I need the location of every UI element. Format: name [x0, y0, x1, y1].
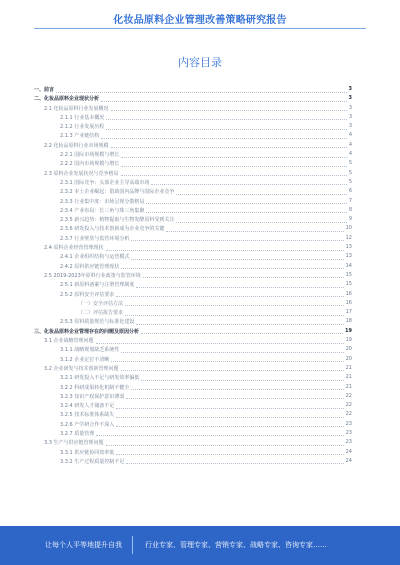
toc-entry-page: 19: [345, 337, 352, 344]
toc-entry-title: 2.1.3 产业链结构: [60, 133, 100, 140]
toc-entry-title: 2.1.1 行业基本概况: [60, 114, 105, 121]
toc-leader-dots: [125, 315, 344, 316]
toc-entry-page: 16: [345, 290, 352, 297]
toc-leader-dots: [121, 268, 344, 269]
toc-entry-title: 2.5.2 原料安全评估要求: [60, 291, 115, 298]
toc-entry-page: 14: [345, 262, 352, 269]
toc-entry[interactable]: [34, 374, 352, 383]
toc-leader-dots: [116, 454, 344, 455]
toc-entry-page: 20: [345, 355, 352, 362]
toc-leader-dots: [96, 343, 344, 344]
toc-leader-dots: [101, 138, 347, 139]
toc-entry[interactable]: [34, 179, 352, 188]
toc-entry[interactable]: [34, 430, 352, 439]
toc-entry[interactable]: [34, 449, 352, 458]
toc-entry-title: 2.1 化妆品原料行业发展概况: [44, 105, 109, 112]
toc-leader-dots: [131, 389, 344, 390]
toc-entry-page: 3: [348, 113, 352, 120]
toc-entry-page: 15: [345, 281, 352, 288]
table-of-contents: [34, 86, 352, 467]
toc-entry-page: 23: [345, 439, 352, 446]
toc-leader-dots: [116, 426, 344, 427]
toc-entry-page: 21: [345, 383, 352, 390]
toc-entry[interactable]: [34, 439, 352, 448]
toc-entry-page: 13: [345, 244, 352, 251]
toc-leader-dots: [141, 380, 344, 381]
toc-entry[interactable]: [34, 170, 352, 179]
toc-leader-dots: [146, 212, 347, 213]
toc-entry[interactable]: [34, 300, 352, 309]
toc-entry-title: 3.2.2 科研成果转化机制不健全: [60, 384, 130, 391]
toc-leader-dots: [125, 305, 344, 306]
report-title: 化妆品原料企业管理改善策略研究报告: [113, 15, 287, 26]
toc-entry[interactable]: [34, 384, 352, 393]
toc-entry-title: 3.2.4 研发人才储备不足: [60, 403, 115, 410]
toc-entry-page: 21: [345, 374, 352, 381]
toc-entry-page: 9: [348, 216, 352, 223]
toc-heading: 内容目录: [178, 56, 222, 69]
toc-leader-dots: [121, 370, 344, 371]
toc-leader-dots: [111, 147, 347, 148]
toc-leader-dots: [116, 417, 344, 418]
toc-entry[interactable]: [34, 253, 352, 262]
toc-entry-title: 2.3.1 国际竞争：头部企业主导高端市场: [60, 179, 150, 186]
toc-entry[interactable]: [34, 225, 352, 234]
toc-entry[interactable]: [34, 402, 352, 411]
toc-entry[interactable]: [34, 263, 352, 272]
toc-entry-page: 16: [345, 299, 352, 306]
toc-leader-dots: [131, 240, 344, 241]
toc-entry-title: 3.1.2 企业定位不清晰: [60, 356, 110, 363]
toc-entry[interactable]: [34, 421, 352, 430]
toc-entry-title: 2.3.4 产业布局：长三角与珠三角集聚: [60, 207, 145, 214]
toc-entry-title: （二）评估报告要求: [78, 310, 124, 317]
toc-entry[interactable]: [34, 142, 352, 151]
toc-entry-page: 5: [348, 160, 352, 167]
toc-leader-dots: [106, 119, 347, 120]
toc-entry-page: 23: [345, 420, 352, 427]
toc-entry[interactable]: [34, 458, 352, 467]
toc-entry[interactable]: [34, 356, 352, 365]
toc-entry-title: 3.2.7 质量管理: [60, 430, 95, 437]
footer-banner: [0, 526, 400, 565]
toc-entry-title: 3.2.5 技术标准体系缺失: [60, 412, 115, 419]
toc-entry-title: 2.3.5 新兴趋势：植物提取与生物发酵原料受到关注: [60, 217, 175, 224]
toc-entry-title: 3.2.3 知识产权保护意识薄弱: [60, 393, 125, 400]
toc-leader-dots: [56, 92, 347, 93]
toc-leader-dots: [101, 101, 347, 102]
toc-entry-title: 3.1.1 战略规划缺乏系统性: [60, 347, 120, 354]
toc-leader-dots: [136, 287, 344, 288]
toc-entry-title: 2.3.3 行业集中度：市场呈现分散格局: [60, 198, 145, 205]
toc-entry-title: 一、前言: [34, 87, 55, 93]
toc-entry-title: 2.3.7 行业壁垒与监管环境分析: [60, 235, 130, 242]
header-divider: [34, 28, 366, 29]
toc-entry-title: 2.5 2019-2023年原料行业政策与监管环境: [44, 272, 141, 279]
toc-entry[interactable]: [34, 216, 352, 225]
toc-leader-dots: [121, 352, 344, 353]
toc-leader-dots: [121, 157, 347, 158]
toc-leader-dots: [146, 203, 347, 204]
toc-entry-title: 2.2.1 国际市场规模与增长: [60, 152, 120, 159]
toc-entry[interactable]: [34, 365, 352, 374]
toc-entry[interactable]: [34, 337, 352, 346]
toc-entry-page: 5: [348, 178, 352, 185]
toc-entry-page: 23: [345, 429, 352, 436]
footer-slogan-left: 让每个人平等地提升自我: [45, 541, 122, 549]
toc-entry[interactable]: [34, 188, 352, 197]
toc-entry-title: 3.3 生产与供应链管理问题: [44, 440, 104, 447]
toc-entry-title: 三、化妆品原料企业管理存在的问题及原因分析: [34, 328, 140, 335]
toc-entry-page: 8: [348, 206, 352, 213]
toc-leader-dots: [176, 222, 347, 223]
toc-entry-title: 2.5.1 新原料备案与注册管理制度: [60, 282, 135, 289]
toc-leader-dots: [131, 259, 344, 260]
toc-leader-dots: [121, 175, 347, 176]
toc-entry[interactable]: [34, 346, 352, 355]
toc-entry-page: 17: [345, 309, 352, 316]
toc-entry[interactable]: [34, 198, 352, 207]
toc-entry[interactable]: [34, 105, 352, 114]
toc-entry-title: 2.2 化妆品原料行业市场规模: [44, 142, 109, 149]
toc-entry-page: 19: [345, 327, 352, 334]
toc-entry[interactable]: [34, 132, 352, 141]
toc-entry-title: 2.4.1 企业组织结构与运营模式: [60, 254, 130, 261]
toc-entry-page: 3: [348, 104, 352, 111]
toc-entry-page: 24: [345, 448, 352, 455]
toc-entry-title: 3.3.2 生产过程质量控制不足: [60, 458, 125, 465]
toc-entry-page: 3: [348, 123, 352, 130]
toc-entry-page: 7: [348, 197, 352, 204]
toc-entry-page: 4: [348, 132, 352, 139]
toc-entry[interactable]: [34, 160, 352, 169]
toc-entry[interactable]: [34, 318, 352, 327]
toc-leader-dots: [121, 166, 347, 167]
toc-entry-page: 4: [348, 151, 352, 158]
toc-leader-dots: [126, 398, 344, 399]
footer-slogan-right: 行业专家、管理专家、营销专家、战略专家、咨询专家……: [145, 541, 327, 549]
toc-entry-title: 3.2.6 产学研合作不深入: [60, 421, 115, 428]
toc-leader-dots: [176, 194, 347, 195]
toc-entry[interactable]: [34, 291, 352, 300]
toc-entry-page: 3: [348, 95, 352, 102]
toc-entry[interactable]: [34, 411, 352, 420]
toc-entry-title: 2.3 原料企业发展状况与竞争格局: [44, 170, 119, 177]
toc-leader-dots: [106, 250, 344, 251]
toc-leader-dots: [111, 361, 344, 362]
toc-entry-page: 6: [348, 188, 352, 195]
toc-entry-title: 二、化妆品原料企业现状分析: [34, 96, 100, 103]
toc-leader-dots: [136, 324, 344, 325]
toc-entry[interactable]: [34, 235, 352, 244]
toc-entry-page: 5: [348, 169, 352, 176]
toc-entry-title: 2.2.2 国内市场规模与增长: [60, 161, 120, 168]
toc-entry-title: 2.4.2 原料供应链管理现状: [60, 263, 120, 270]
toc-entry[interactable]: [34, 393, 352, 402]
footer-divider: [132, 536, 133, 554]
toc-entry-page: 21: [345, 364, 352, 371]
toc-leader-dots: [116, 296, 344, 297]
toc-leader-dots: [106, 129, 347, 130]
toc-entry-page: 3: [348, 86, 352, 92]
report-header: [0, 0, 400, 32]
toc-entry-page: 18: [345, 318, 352, 325]
toc-entry-title: 3.3.1 供应链协同效率低: [60, 449, 115, 456]
toc-entry-page: 22: [345, 411, 352, 418]
toc-entry[interactable]: [34, 272, 352, 281]
toc-entry-title: 2.3.2 本土企业崛起：借助国内品牌与国际企业竞争: [60, 189, 175, 196]
toc-leader-dots: [166, 231, 344, 232]
toc-leader-dots: [141, 333, 343, 334]
toc-entry-title: 2.1.2 行业发展历程: [60, 124, 105, 131]
toc-entry-title: 3.2.1 研发投入不足与研发效率偏低: [60, 375, 140, 382]
toc-leader-dots: [151, 184, 347, 185]
toc-entry-page: 22: [345, 402, 352, 409]
toc-entry[interactable]: [34, 114, 352, 123]
toc-entry-page: 4: [348, 141, 352, 148]
toc-entry[interactable]: [34, 309, 352, 318]
toc-entry-title: 2.4 原料企业经营管理现状: [44, 245, 104, 252]
toc-entry-page: 20: [345, 346, 352, 353]
toc-entry-page: 15: [345, 271, 352, 278]
toc-leader-dots: [126, 463, 344, 464]
toc-leader-dots: [106, 445, 344, 446]
toc-entry-page: 13: [345, 253, 352, 260]
toc-entry-page: 24: [345, 457, 352, 464]
toc-entry[interactable]: [34, 244, 352, 253]
toc-entry[interactable]: [34, 281, 352, 290]
toc-leader-dots: [111, 110, 347, 111]
toc-entry[interactable]: [34, 123, 352, 132]
toc-entry[interactable]: [34, 95, 352, 104]
toc-entry-title: 3.1 企业战略管理问题: [44, 338, 94, 345]
toc-entry-title: 2.5.3 原料质量规范与标准化建设: [60, 319, 135, 326]
toc-entry[interactable]: [34, 86, 352, 95]
toc-leader-dots: [116, 408, 344, 409]
toc-entry-page: 10: [345, 225, 352, 232]
toc-entry-title: 2.3.6 研发投入与技术创新成为企业竞争的关键: [60, 226, 165, 233]
toc-entry-title: 3.2 企业研发与技术创新管理问题: [44, 365, 119, 372]
toc-leader-dots: [96, 435, 344, 436]
toc-entry[interactable]: [34, 207, 352, 216]
toc-entry-page: 12: [345, 234, 352, 241]
toc-entry[interactable]: [34, 151, 352, 160]
toc-entry[interactable]: [34, 328, 352, 337]
toc-leader-dots: [143, 277, 344, 278]
toc-entry-title: （一）安全评估方法: [78, 300, 124, 307]
toc-entry-page: 22: [345, 392, 352, 399]
